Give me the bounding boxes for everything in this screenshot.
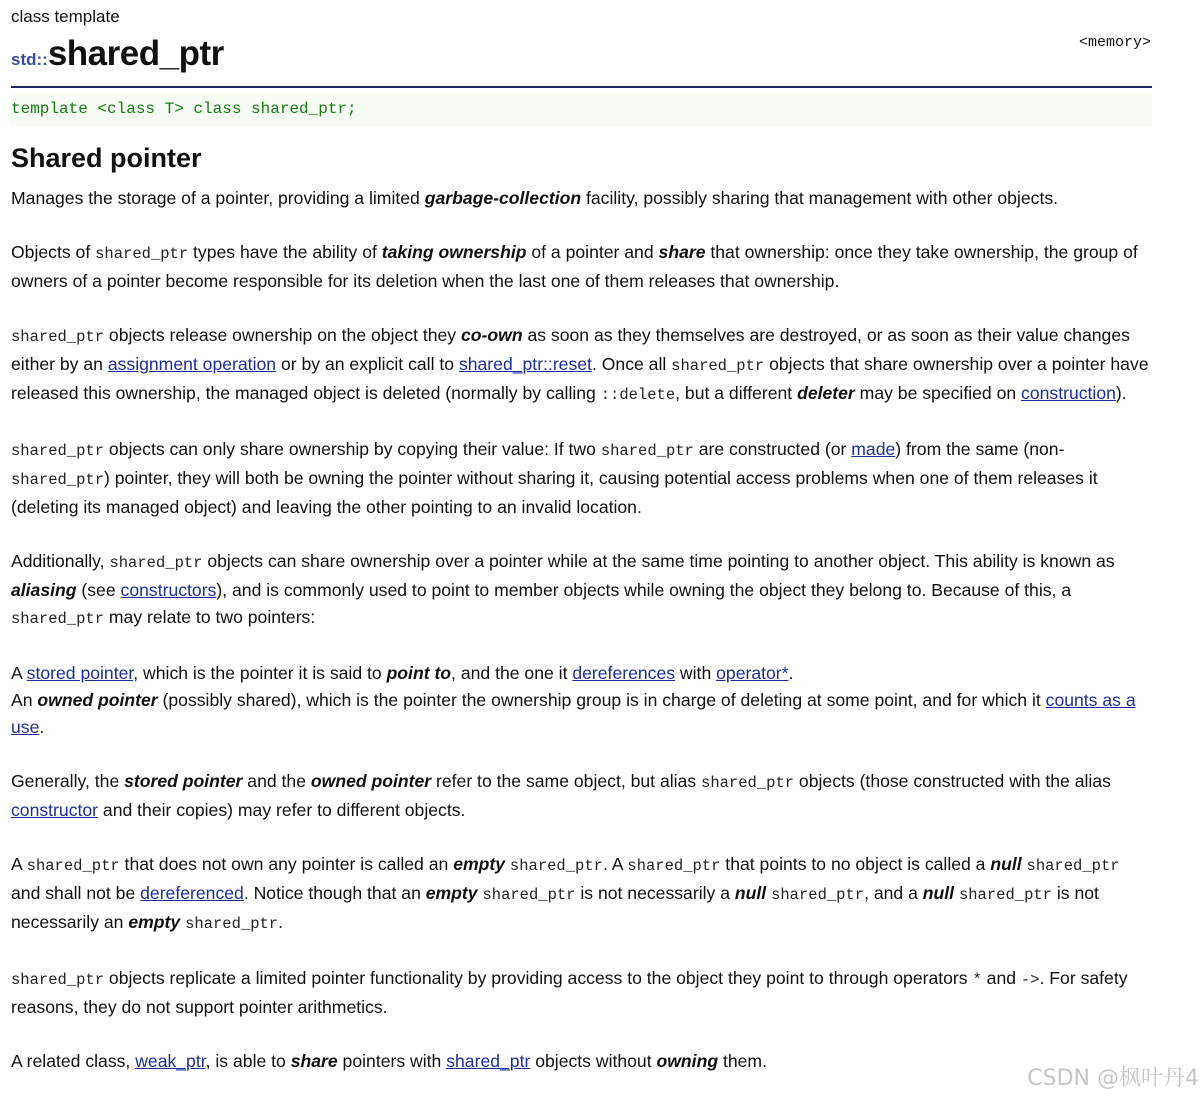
entity-kind: class template xyxy=(11,7,120,26)
link-construction[interactable]: construction xyxy=(1021,383,1116,403)
link-assignment-operation[interactable]: assignment operation xyxy=(107,354,277,374)
link-dereferenced[interactable]: dereferenced xyxy=(140,883,244,903)
class-name: shared_ptr xyxy=(47,34,224,73)
watermark: CSDN @枫叶丹4 xyxy=(1027,1066,1199,1091)
link-dereferences[interactable]: dereferences xyxy=(572,663,676,683)
section-title: Shared pointer xyxy=(11,143,202,173)
paragraph: Manages the storage of a pointer, providing a limited garbage-collection facility, possibly sharing that management with other objects. xyxy=(11,188,1059,208)
paragraph: Generally, the stored pointer and the owned pointer refer to the same object, but alias shared_ptr objects (those constructed with the alias constructor and their copies) may refer to different objects. xyxy=(11,771,1111,820)
paragraph: shared_ptr objects replicate a limited pointer functionality by providing access to the object they point to through operators * and ->. For safety reasons, they do not support pointer arithmetics. xyxy=(11,968,1128,1017)
header-library: <memory> xyxy=(1078,34,1151,51)
namespace-prefix: std:: xyxy=(11,50,48,69)
paragraph: Additionally, shared_ptr objects can share ownership over a pointer while at the same time pointing to another object. This ability is known as aliasing (see constructors), and is commonly used to point to member objects while owning the object they belong to. Because of this, a shared_ptr may relate to two pointers: xyxy=(11,551,1115,628)
link-constructors[interactable]: constructors xyxy=(120,580,217,600)
paragraph: shared_ptr objects release ownership on the object they co-own as soon as they themselves are destroyed, or as soon as their value changes either by an assignment operation or by an explicit call to shared_ptr::reset. Once all shared_ptr objects that share ownership over a pointer have released this ownership, the managed object is deleted (normally by calling ::delete, but a different deleter may be specified on construction). xyxy=(11,325,1149,404)
reference-page xyxy=(11,6,1152,1102)
paragraph: A shared_ptr that does not own any pointer is called an empty shared_ptr. A shared_ptr that points to no object is called a null shared_ptr and shall not be dereferenced. Notice though that an empty shared_ptr is not necessarily a null shared_ptr, and a null shared_ptr is not necessarily an empty shared_ptr. xyxy=(11,854,1120,933)
link-shared-ptr[interactable]: shared_ptr xyxy=(446,1051,531,1071)
page-title xyxy=(11,34,224,74)
link-stored-pointer[interactable]: stored pointer xyxy=(26,663,134,683)
link-made[interactable]: made xyxy=(851,439,896,459)
paragraph: shared_ptr objects can only share ownership by copying their value: If two shared_ptr are constructed (or made) from the same (non-shared_ptr) pointer, they will both be owning the pointer without sharing it, causing potential access problems when one of them releases it (deleting its managed object) and leaving the other pointing to an invalid location. xyxy=(11,439,1098,517)
link-operator-star[interactable]: operator* xyxy=(716,663,789,683)
description-body xyxy=(11,185,1152,1075)
link-shared-ptr-reset[interactable]: shared_ptr::reset xyxy=(458,354,592,374)
link-constructor[interactable]: constructor xyxy=(11,800,99,820)
prototype-declaration: template <class T> class shared_ptr; xyxy=(11,94,1152,127)
paragraph: Objects of shared_ptr types have the ability of taking ownership of a pointer and share that ownership: once they take ownership, the group of owners of a pointer become responsible for its deletion when the last one of them releases that ownership. xyxy=(11,242,1138,291)
link-weak-ptr[interactable]: weak_ptr xyxy=(135,1051,206,1071)
paragraph: A stored pointer, which is the pointer it is said to point to, and the one it dereferences with operator*. xyxy=(11,663,794,683)
link-counts-as-a-use[interactable]: counts as a use xyxy=(11,690,1136,737)
page-header xyxy=(11,28,1152,88)
paragraph: A related class, weak_ptr, is able to share pointers with shared_ptr objects without owning them. xyxy=(11,1051,767,1071)
paragraph: An owned pointer (possibly shared), which is the pointer the ownership group is in charge of deleting at some point, and for which it counts as a use. xyxy=(11,690,1136,737)
